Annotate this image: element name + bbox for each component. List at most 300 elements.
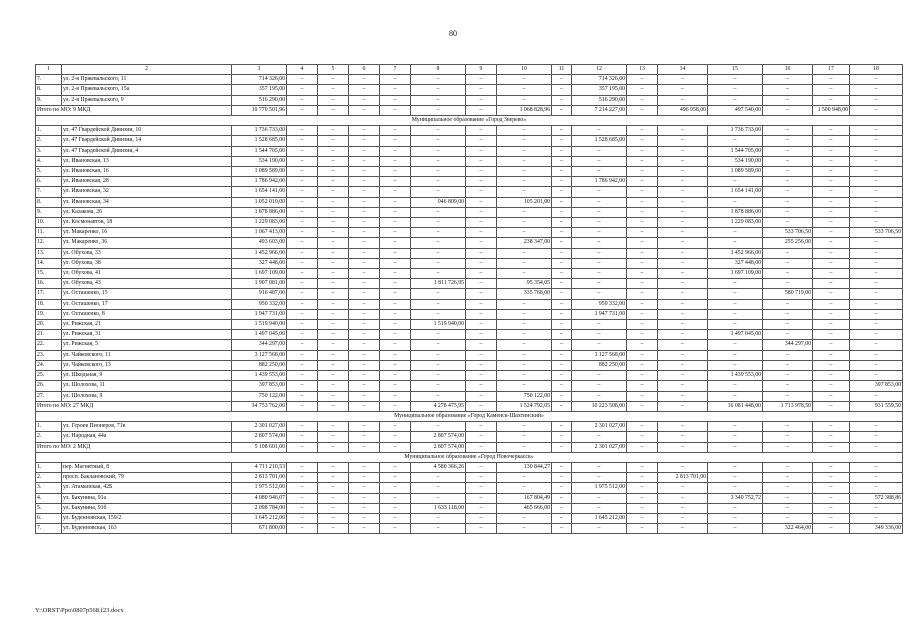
- amount-cell: –: [658, 513, 708, 523]
- table-row: [36, 279, 903, 289]
- amount-cell: –: [850, 330, 903, 340]
- amount-cell: –: [813, 289, 850, 299]
- amount-cell: –: [763, 483, 813, 493]
- amount-cell: –: [658, 289, 708, 299]
- amount-cell: –: [627, 309, 658, 319]
- total-cell: –: [627, 105, 658, 115]
- amount-cell: –: [318, 371, 349, 381]
- amount-cell: –: [497, 422, 552, 432]
- amount-cell: –: [572, 320, 627, 330]
- amount-cell: –: [552, 156, 572, 166]
- header-row: [36, 65, 903, 75]
- amount-cell: –: [287, 85, 318, 95]
- column-header: 12: [572, 65, 627, 75]
- amount-cell: –: [380, 279, 411, 289]
- amount-cell: 397 853,00: [850, 381, 903, 391]
- amount-cell: –: [627, 177, 658, 187]
- address-cell: ул. 2-я Пржевальского, 11: [62, 75, 232, 85]
- amount-cell: –: [411, 340, 466, 350]
- amount-cell: –: [708, 422, 763, 432]
- row-number: 6.: [36, 177, 62, 187]
- amount-cell: –: [850, 75, 903, 85]
- amount-cell: –: [813, 279, 850, 289]
- address-cell: ул. Шкодьная, 9: [62, 371, 232, 381]
- amount-cell: –: [658, 126, 708, 136]
- column-header: 8: [411, 65, 466, 75]
- section-header-row: [36, 116, 903, 126]
- amount-cell: –: [552, 177, 572, 187]
- amount-cell: –: [497, 269, 552, 279]
- address-cell: ул. Бакунина, 91б: [62, 503, 232, 513]
- amount-cell: –: [380, 320, 411, 330]
- amount-cell: –: [466, 289, 497, 299]
- address-cell: ул. 47 Гвардейской Дивизии, 14: [62, 136, 232, 146]
- amount-cell: –: [850, 258, 903, 268]
- amount-cell: –: [552, 228, 572, 238]
- amount-cell: –: [466, 146, 497, 156]
- amount-cell: –: [658, 146, 708, 156]
- total-cell: 1 524 792,05: [497, 401, 552, 411]
- amount-cell: –: [850, 197, 903, 207]
- total-cell: –: [466, 442, 497, 452]
- amount-cell: –: [497, 177, 552, 187]
- amount-cell: –: [658, 391, 708, 401]
- table-row: [36, 289, 903, 299]
- amount-cell: –: [763, 473, 813, 483]
- total-cell: –: [318, 401, 349, 411]
- amount-cell: –: [380, 126, 411, 136]
- amount-cell: –: [287, 330, 318, 340]
- amount-cell: –: [658, 299, 708, 309]
- amount-cell: –: [349, 483, 380, 493]
- amount-cell: 1 497 045,00: [708, 330, 763, 340]
- amount-cell: –: [318, 167, 349, 177]
- amount-cell: –: [813, 197, 850, 207]
- amount-cell: 4 080 946,07: [232, 493, 287, 503]
- file-path: Y:\ORST\Ppo\0807p568.f23.docx: [35, 607, 124, 614]
- amount-cell: –: [763, 156, 813, 166]
- address-cell: ул. Ивановская, 34: [62, 197, 232, 207]
- amount-cell: –: [349, 95, 380, 105]
- amount-cell: –: [318, 503, 349, 513]
- amount-cell: 1 229 083,00: [708, 218, 763, 228]
- amount-cell: –: [552, 473, 572, 483]
- amount-cell: –: [658, 320, 708, 330]
- total-cell: –: [813, 401, 850, 411]
- column-header: 10: [497, 65, 552, 75]
- amount-cell: –: [572, 330, 627, 340]
- address-cell: ул. Макаренко, 36: [62, 238, 232, 248]
- amount-cell: –: [318, 299, 349, 309]
- amount-cell: –: [380, 432, 411, 442]
- amount-cell: –: [552, 258, 572, 268]
- total-cell: –: [349, 401, 380, 411]
- amount-cell: 130 844,27: [497, 462, 552, 472]
- total-cell: –: [349, 105, 380, 115]
- amount-cell: –: [763, 126, 813, 136]
- total-cell: 2 301 027,00: [572, 442, 627, 452]
- amount-cell: 516 290,00: [232, 95, 287, 105]
- amount-cell: 357 195,00: [232, 85, 287, 95]
- amount-cell: –: [411, 493, 466, 503]
- total-cell: 497 540,00: [708, 105, 763, 115]
- amount-cell: 882 250,00: [232, 360, 287, 370]
- amount-cell: –: [572, 146, 627, 156]
- row-number: 14.: [36, 258, 62, 268]
- total-cell: 1 713 978,50: [763, 401, 813, 411]
- address-cell: ул. Ивановская, 13: [62, 156, 232, 166]
- amount-cell: –: [287, 279, 318, 289]
- amount-cell: –: [763, 75, 813, 85]
- column-header: 14: [658, 65, 708, 75]
- amount-cell: –: [763, 503, 813, 513]
- amount-cell: –: [708, 503, 763, 513]
- total-cell: 10 223 508,00: [572, 401, 627, 411]
- amount-cell: –: [708, 391, 763, 401]
- amount-cell: –: [813, 167, 850, 177]
- amount-cell: –: [411, 381, 466, 391]
- amount-cell: –: [411, 350, 466, 360]
- amount-cell: –: [318, 279, 349, 289]
- amount-cell: 534 190,00: [232, 156, 287, 166]
- amount-cell: –: [552, 432, 572, 442]
- amount-cell: –: [318, 146, 349, 156]
- amount-cell: –: [658, 187, 708, 197]
- amount-cell: 1 697 109,00: [708, 269, 763, 279]
- amount-cell: –: [627, 371, 658, 381]
- amount-cell: 1 654 141,00: [708, 187, 763, 197]
- amount-cell: –: [380, 289, 411, 299]
- amount-cell: –: [380, 228, 411, 238]
- amount-cell: –: [318, 350, 349, 360]
- amount-cell: –: [497, 248, 552, 258]
- amount-cell: 750 122,00: [497, 391, 552, 401]
- amount-cell: 2 813 701,00: [232, 473, 287, 483]
- amount-cell: 1 633 118,00: [411, 503, 466, 513]
- amount-cell: –: [318, 289, 349, 299]
- amount-cell: 714 326,00: [572, 75, 627, 85]
- table-row: [36, 299, 903, 309]
- amount-cell: –: [850, 269, 903, 279]
- amount-cell: –: [349, 167, 380, 177]
- amount-cell: –: [627, 391, 658, 401]
- amount-cell: –: [497, 473, 552, 483]
- amount-cell: –: [466, 177, 497, 187]
- total-cell: 2 807 574,00: [411, 442, 466, 452]
- amount-cell: –: [552, 218, 572, 228]
- amount-cell: –: [627, 95, 658, 105]
- address-cell: ул. Бакунина, 91а: [62, 493, 232, 503]
- amount-cell: –: [627, 513, 658, 523]
- row-number: 13.: [36, 248, 62, 258]
- amount-cell: –: [466, 340, 497, 350]
- amount-cell: –: [349, 473, 380, 483]
- row-number: 16.: [36, 279, 62, 289]
- row-number: 9.: [36, 95, 62, 105]
- amount-cell: –: [627, 473, 658, 483]
- amount-cell: –: [466, 167, 497, 177]
- amount-cell: –: [411, 85, 466, 95]
- amount-cell: 516 290,00: [572, 95, 627, 105]
- amount-cell: –: [813, 432, 850, 442]
- amount-cell: 344 297,00: [763, 340, 813, 350]
- amount-cell: –: [658, 350, 708, 360]
- amount-cell: –: [658, 197, 708, 207]
- amount-cell: –: [380, 75, 411, 85]
- amount-cell: –: [318, 95, 349, 105]
- row-number: 10.: [36, 218, 62, 228]
- amount-cell: –: [552, 320, 572, 330]
- amount-cell: 327 448,00: [232, 258, 287, 268]
- amount-cell: –: [658, 371, 708, 381]
- amount-cell: –: [627, 524, 658, 534]
- amount-cell: –: [411, 422, 466, 432]
- amount-cell: –: [497, 95, 552, 105]
- amount-cell: –: [627, 85, 658, 95]
- address-cell: ул. Народная, 44а: [62, 432, 232, 442]
- total-label: Итого по МО: 2 МКД: [36, 442, 232, 452]
- amount-cell: 335 768,00: [497, 289, 552, 299]
- column-header: 16: [763, 65, 813, 75]
- amount-cell: –: [466, 513, 497, 523]
- amount-cell: –: [287, 197, 318, 207]
- amount-cell: –: [287, 289, 318, 299]
- amount-cell: 1 975 512,00: [232, 483, 287, 493]
- amount-cell: –: [411, 177, 466, 187]
- amount-cell: 167 804,49: [497, 493, 552, 503]
- total-cell: –: [850, 105, 903, 115]
- amount-cell: –: [287, 473, 318, 483]
- amount-cell: 3 340 752,72: [708, 493, 763, 503]
- amount-cell: –: [287, 483, 318, 493]
- amount-cell: –: [380, 177, 411, 187]
- amount-cell: –: [572, 524, 627, 534]
- amount-cell: –: [287, 320, 318, 330]
- amount-cell: –: [572, 462, 627, 472]
- address-cell: ул. Осташенко, 17: [62, 299, 232, 309]
- amount-cell: –: [708, 473, 763, 483]
- amount-cell: –: [497, 218, 552, 228]
- amount-cell: –: [349, 258, 380, 268]
- total-cell: –: [380, 105, 411, 115]
- amount-cell: –: [813, 177, 850, 187]
- address-cell: ул. Макаренко, 16: [62, 228, 232, 238]
- amount-cell: –: [572, 503, 627, 513]
- address-cell: ул. Буденновская, 159/2: [62, 513, 232, 523]
- amount-cell: –: [287, 258, 318, 268]
- amount-cell: –: [380, 95, 411, 105]
- amount-cell: –: [466, 238, 497, 248]
- amount-cell: –: [552, 309, 572, 319]
- amount-cell: –: [466, 320, 497, 330]
- amount-cell: –: [349, 493, 380, 503]
- address-cell: ул. 2-я Пржевальского, 9: [62, 95, 232, 105]
- amount-cell: 349 336,00: [850, 524, 903, 534]
- amount-cell: –: [627, 126, 658, 136]
- amount-cell: –: [572, 187, 627, 197]
- amount-cell: –: [411, 248, 466, 258]
- amount-cell: –: [813, 269, 850, 279]
- row-number: 12.: [36, 238, 62, 248]
- amount-cell: –: [380, 524, 411, 534]
- amount-cell: –: [497, 146, 552, 156]
- amount-cell: –: [850, 462, 903, 472]
- amount-cell: 397 853,00: [232, 381, 287, 391]
- amount-cell: –: [813, 258, 850, 268]
- amount-cell: –: [318, 156, 349, 166]
- amount-cell: –: [287, 391, 318, 401]
- row-number: 24.: [36, 360, 62, 370]
- amount-cell: –: [813, 462, 850, 472]
- amount-cell: –: [813, 187, 850, 197]
- amount-cell: –: [627, 493, 658, 503]
- amount-cell: –: [466, 126, 497, 136]
- amount-cell: –: [466, 462, 497, 472]
- amount-cell: –: [850, 371, 903, 381]
- table-row: [36, 391, 903, 401]
- amount-cell: –: [497, 156, 552, 166]
- amount-cell: –: [380, 167, 411, 177]
- amount-cell: 1 528 685,00: [232, 136, 287, 146]
- address-cell: ул. Атаманская, 42Б: [62, 483, 232, 493]
- total-cell: –: [466, 401, 497, 411]
- column-header: 2: [62, 65, 232, 75]
- amount-cell: –: [349, 228, 380, 238]
- amount-cell: –: [349, 85, 380, 95]
- municipality-title: Муниципальное образование «Город Каменск-Шахтинский»: [36, 411, 903, 421]
- address-cell: ул. Ивановская, 28: [62, 177, 232, 187]
- amount-cell: –: [552, 85, 572, 95]
- amount-cell: –: [466, 524, 497, 534]
- amount-cell: –: [627, 218, 658, 228]
- column-header: 3: [232, 65, 287, 75]
- amount-cell: –: [813, 391, 850, 401]
- amount-cell: –: [466, 483, 497, 493]
- amount-cell: –: [287, 371, 318, 381]
- amount-cell: –: [411, 371, 466, 381]
- amount-cell: –: [411, 483, 466, 493]
- amount-cell: –: [380, 483, 411, 493]
- amount-cell: –: [318, 391, 349, 401]
- amount-cell: –: [708, 279, 763, 289]
- amount-cell: 1 544 705,00: [232, 146, 287, 156]
- municipality-title: Муниципальное образование «Город Новочеркасск»: [36, 452, 903, 462]
- amount-cell: –: [813, 156, 850, 166]
- row-number: 19.: [36, 309, 62, 319]
- amount-cell: –: [813, 381, 850, 391]
- amount-cell: –: [552, 330, 572, 340]
- amount-cell: –: [411, 146, 466, 156]
- table-row: [36, 513, 903, 523]
- amount-cell: –: [572, 340, 627, 350]
- amount-cell: –: [349, 513, 380, 523]
- total-label: Итого по МО: 9 МКД: [36, 105, 232, 115]
- amount-cell: –: [658, 279, 708, 289]
- amount-cell: –: [349, 238, 380, 248]
- total-label: Итого по МО: 27 МКД: [36, 401, 232, 411]
- amount-cell: –: [287, 207, 318, 217]
- amount-cell: –: [658, 238, 708, 248]
- amount-cell: –: [318, 85, 349, 95]
- amount-cell: –: [552, 360, 572, 370]
- amount-cell: –: [380, 269, 411, 279]
- amount-cell: –: [466, 218, 497, 228]
- amount-cell: –: [708, 85, 763, 95]
- amount-cell: –: [763, 371, 813, 381]
- amount-cell: –: [627, 258, 658, 268]
- amount-cell: –: [380, 462, 411, 472]
- amount-cell: –: [552, 136, 572, 146]
- amount-cell: –: [627, 156, 658, 166]
- table-row: [36, 309, 903, 319]
- amount-cell: –: [813, 493, 850, 503]
- amount-cell: 105 201,00: [497, 197, 552, 207]
- address-cell: ул. Космонавтов, 18: [62, 218, 232, 228]
- amount-cell: –: [552, 167, 572, 177]
- address-cell: ул. Ивановская, 16: [62, 167, 232, 177]
- amount-cell: –: [850, 503, 903, 513]
- amount-cell: –: [318, 513, 349, 523]
- amount-cell: –: [850, 432, 903, 442]
- amount-cell: –: [572, 207, 627, 217]
- amount-cell: –: [349, 524, 380, 534]
- amount-cell: –: [466, 299, 497, 309]
- amount-cell: –: [708, 136, 763, 146]
- row-number: 27.: [36, 391, 62, 401]
- amount-cell: –: [850, 473, 903, 483]
- total-cell: 7 214 227,00: [572, 105, 627, 115]
- amount-cell: –: [349, 218, 380, 228]
- amount-cell: –: [497, 381, 552, 391]
- amount-cell: –: [850, 207, 903, 217]
- amount-cell: –: [763, 330, 813, 340]
- table-row: [36, 350, 903, 360]
- amount-cell: –: [411, 330, 466, 340]
- total-cell: –: [627, 442, 658, 452]
- row-number: 2.: [36, 473, 62, 483]
- amount-cell: –: [763, 177, 813, 187]
- amount-cell: –: [287, 493, 318, 503]
- total-cell: –: [287, 442, 318, 452]
- amount-cell: –: [708, 350, 763, 360]
- amount-cell: –: [850, 248, 903, 258]
- table-row: [36, 330, 903, 340]
- amount-cell: –: [287, 156, 318, 166]
- row-number: 9.: [36, 207, 62, 217]
- amount-cell: –: [708, 483, 763, 493]
- row-number: 7.: [36, 75, 62, 85]
- table-row: [36, 177, 903, 187]
- amount-cell: –: [813, 136, 850, 146]
- amount-cell: –: [318, 187, 349, 197]
- amount-cell: –: [763, 95, 813, 105]
- row-number: 6.: [36, 513, 62, 523]
- total-cell: –: [497, 442, 552, 452]
- amount-cell: 1 975 512,00: [572, 483, 627, 493]
- address-cell: ул. Шолохова, 11: [62, 381, 232, 391]
- amount-cell: –: [658, 422, 708, 432]
- table-row: [36, 85, 903, 95]
- amount-cell: –: [466, 422, 497, 432]
- row-number: 26.: [36, 381, 62, 391]
- amount-cell: 465 666,00: [497, 503, 552, 513]
- table-row: [36, 218, 903, 228]
- amount-cell: –: [287, 269, 318, 279]
- amount-cell: –: [572, 218, 627, 228]
- amount-cell: –: [850, 340, 903, 350]
- row-number: 1.: [36, 462, 62, 472]
- amount-cell: –: [380, 422, 411, 432]
